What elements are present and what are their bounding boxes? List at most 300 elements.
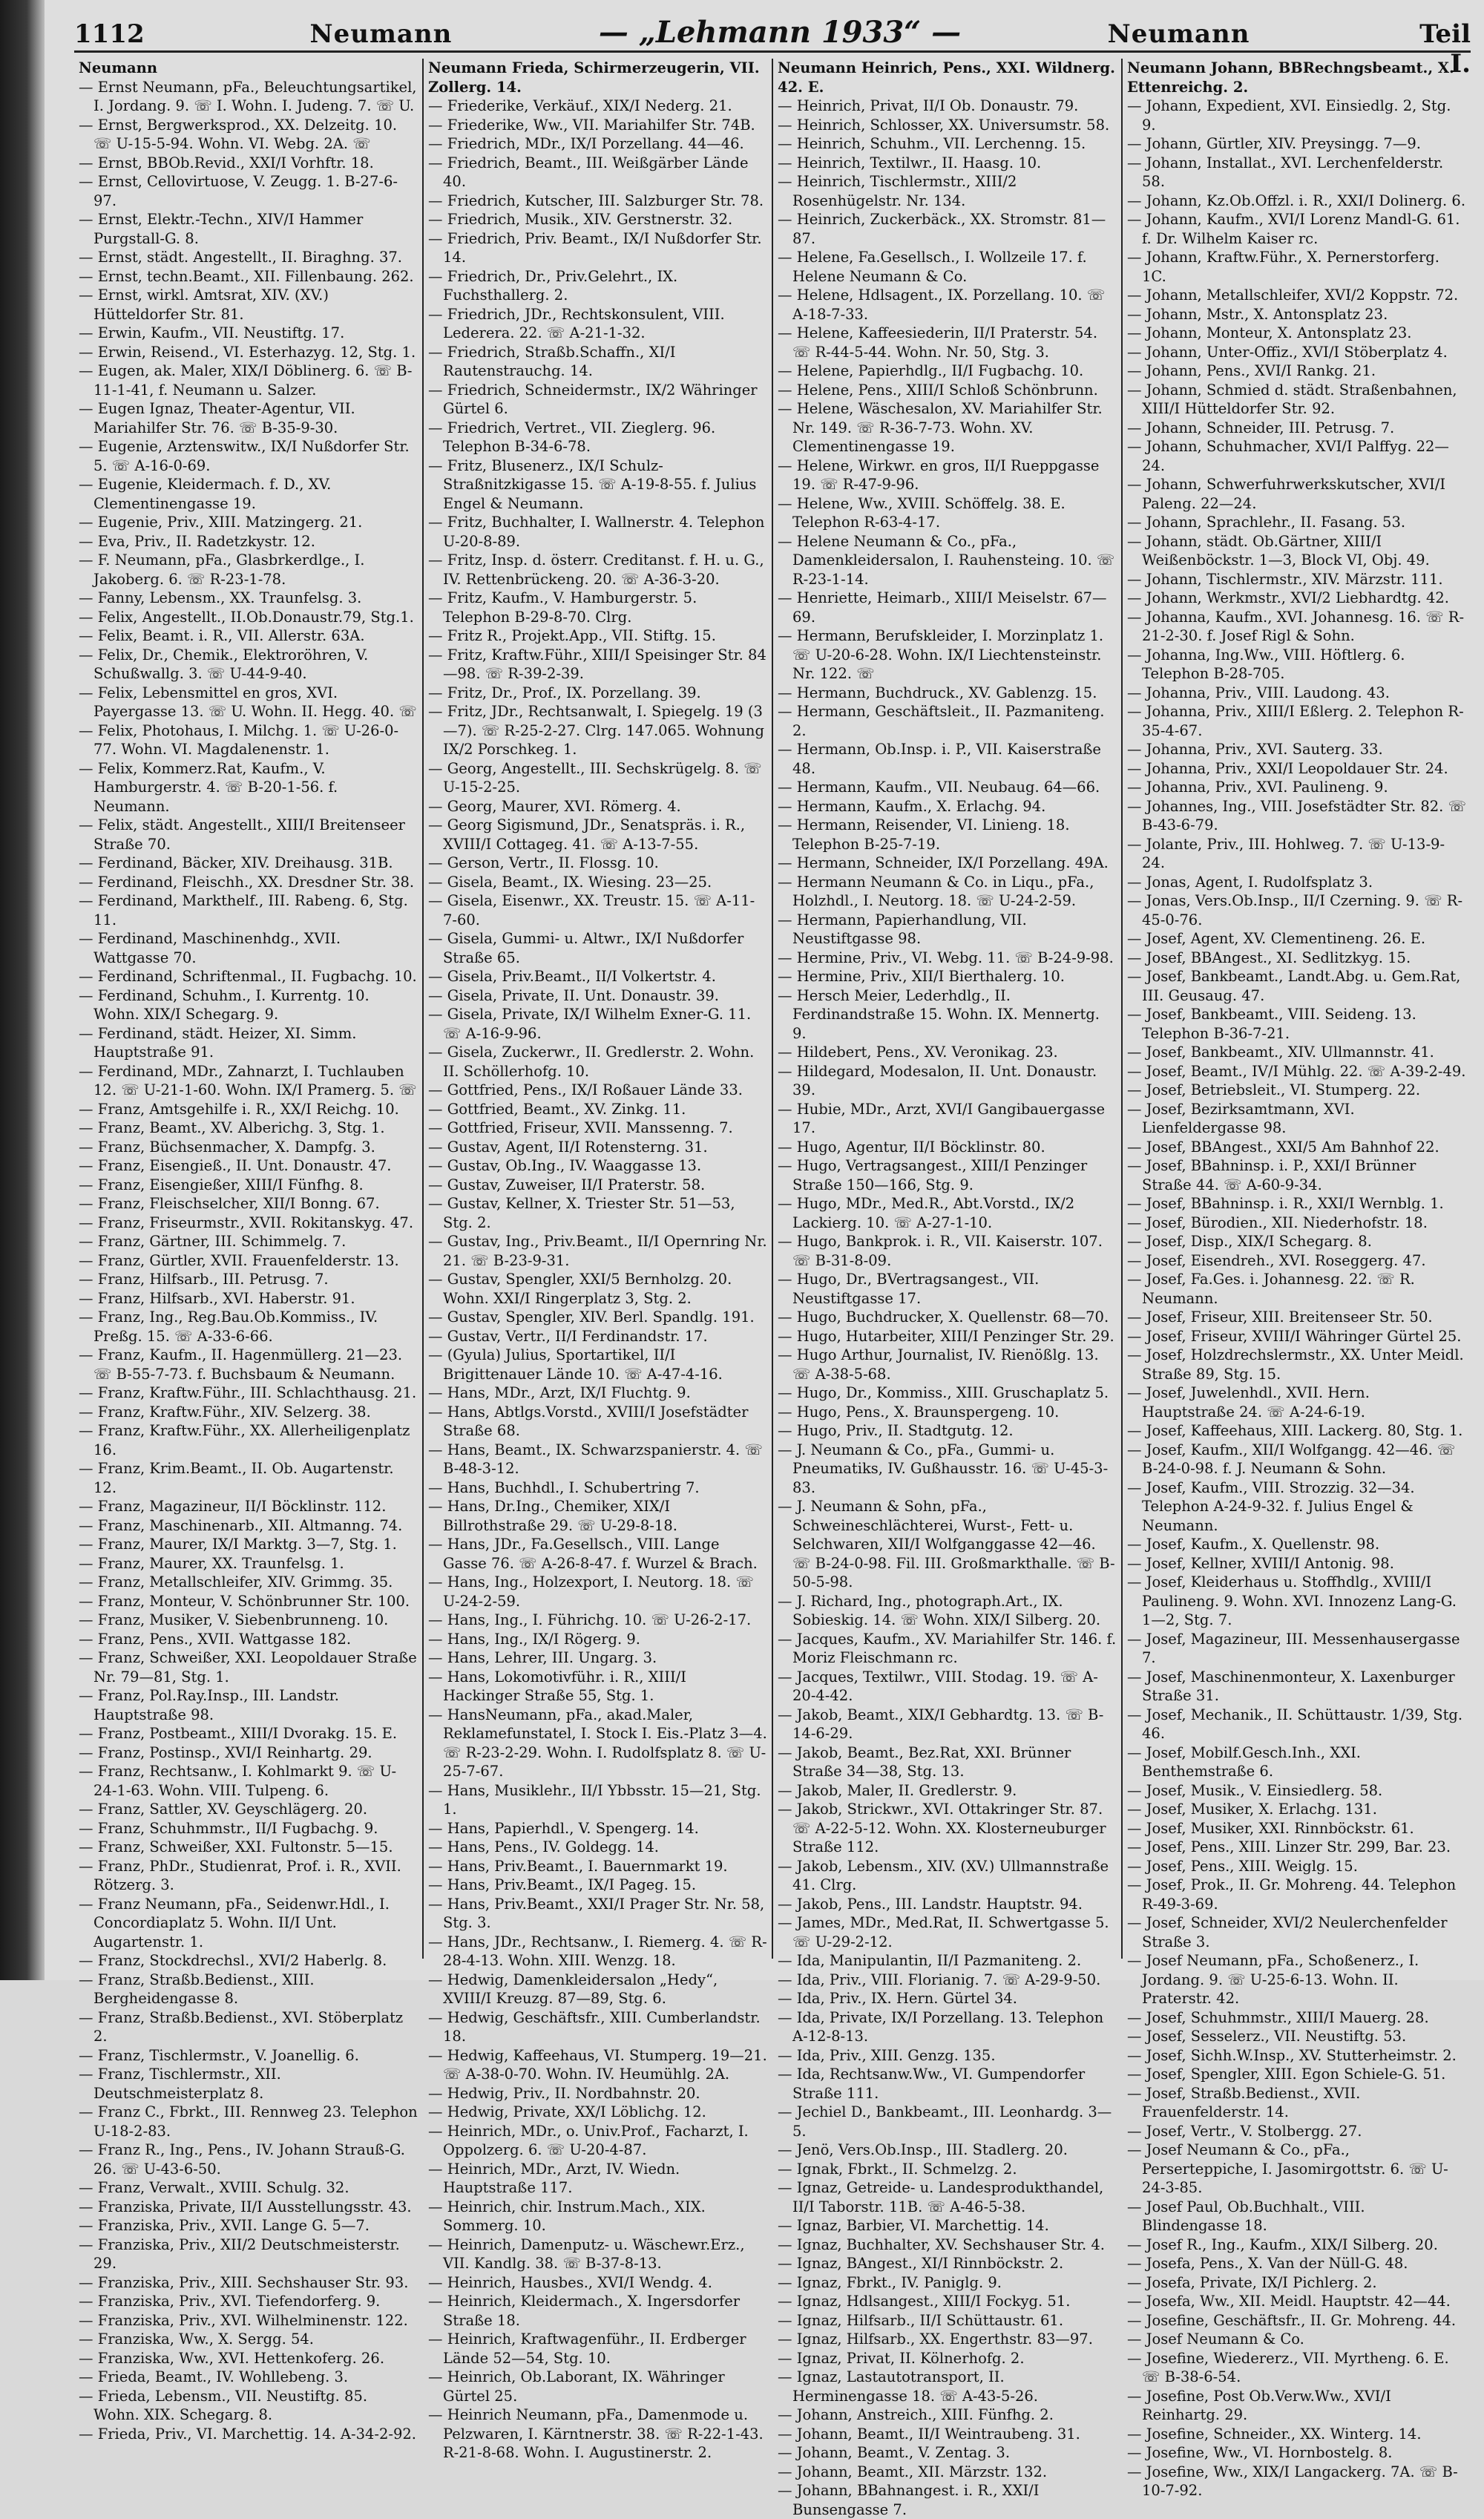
directory-entry: — Friedrich, Priv. Beamt., IX/I Nußdorfer Str. 14.: [428, 229, 762, 266]
directory-entry: — Ida, Priv., IX. Hern. Gürtel 34.: [778, 1990, 1017, 2007]
directory-entry: — Hans, Ing., Holzexport, I. Neutorg. 18. ☏ U-24-2-59.: [428, 1573, 754, 1610]
directory-entry: — Josef, Mobilf.Gesch.Inh., XXI. Benthemstraße 6.: [1127, 1743, 1361, 1780]
directory-entry: — Josef, Bürodien., XII. Niederhofstr. 18.: [1127, 1213, 1428, 1231]
directory-entry: — Josef, Maschinenmonteur, X. Laxenburger Straße 31.: [1127, 1668, 1455, 1704]
directory-entry: — Franziska, Priv., XIII. Sechshauser Str. 93.: [79, 2273, 409, 2291]
directory-entry: — Johann, Beamt., II/I Weintraubeng. 31.: [778, 2425, 1080, 2443]
directory-entry: — Josef, Kaufm., VIII. Strozzig. 32—34. Telephon A-24-9-32. f. Julius Engel & Neumann.: [1127, 1478, 1415, 1534]
directory-entry: — Franz, Schweißer, XXI. Fultonstr. 5—15.: [79, 1838, 393, 1855]
directory-entry: — Josef Neumann & Co., pFa., Perserteppiche, I. Jasomirgottstr. 6. ☏ U-24-3-85.: [1127, 2141, 1448, 2196]
directory-entry: — Jenö, Vers.Ob.Insp., III. Stadlerg. 20.: [778, 2141, 1068, 2158]
directory-entry: — Heinrich, Tischlermstr., XIII/2 Rosenhügelstr. Nr. 134.: [778, 173, 1017, 209]
directory-entry: — Helene, Ww., XVIII. Schöffelg. 38. E. Telephon R-63-4-17.: [778, 494, 1066, 531]
directory-entry: — Johann, Unter-Offiz., XVI/I Stöberplatz 4.: [1127, 343, 1448, 361]
directory-entry: — Hildebert, Pens., XV. Veronikag. 23.: [778, 1044, 1058, 1061]
directory-entry: — Johanna, Priv., XVI. Sauterg. 33.: [1127, 741, 1383, 758]
directory-entry: — Josef, Bezirksamtmann, XVI. Lienfeldergasse 98.: [1127, 1100, 1355, 1136]
directory-entry: — Helene, Papierhdlg., II/I Fugbachg. 10.: [778, 362, 1084, 379]
directory-entry: — Hans, JDr., Fa.Gesellsch., VIII. Lange Gasse 76. ☏ A-26-8-47. f. Wurzel & Brach.: [428, 1536, 758, 1572]
directory-entry: — Gustav, Kellner, X. Triester Str. 51—53, Stg. 2.: [428, 1195, 735, 1231]
directory-entry: — Johann, Beamt., XII. Märzstr. 132.: [778, 2463, 1048, 2480]
directory-entry: — Ida, Priv., VIII. Florianig. 7. ☏ A-29-9-50.: [778, 1971, 1101, 1988]
directory-entry: — Hermann, Papierhandlung, VII. Neustiftgasse 98.: [778, 911, 1027, 947]
directory-entry: — Heinrich, Damenputz- u. Wäschewr.Erz., VII. Kandlg. 38. ☏ B-37-8-13.: [428, 2235, 745, 2272]
column-3: [773, 59, 1123, 2518]
directory-entry: — Hans, Lokomotivführ. i. R., XIII/I Hackinger Straße 55, Stg. 1.: [428, 1668, 686, 1704]
directory-entry: — Franz R., Ing., Pens., IV. Johann Strauß-G. 26. ☏ U-43-6-50.: [79, 2141, 405, 2178]
directory-entry: — Johann, Metallschleifer, XVI/2 Koppstr. 72.: [1127, 286, 1459, 304]
directory-entry: — Helene Neumann & Co., pFa., Damenkleidersalon, I. Rauhensteing. 10. ☏ R-23-1-14.: [778, 532, 1115, 588]
directory-entry: — Gustav, Vertr., II/I Ferdinandstr. 17.: [428, 1327, 708, 1345]
directory-entry: — Franz, Schuhmmstr., II/I Fugbachg. 9.: [79, 1819, 378, 1837]
directory-entry: — Hedwig, Priv., II. Nordbahnstr. 20.: [428, 2084, 700, 2102]
directory-entry: — Ernst, Elektr.-Techn., XIV/I Hammer Purgstall-G. 8.: [79, 211, 364, 247]
directory-entry: — Josef Neumann, pFa., Schoßenerz., I. Jordang. 9. ☏ U-25-6-13. Wohn. II. Praterstr. 42.: [1127, 1952, 1419, 2007]
directory-entry: — Ernst, techn.Beamt., XII. Fillenbaung. 262.: [79, 267, 414, 285]
directory-entry: — Josef, Kleiderhaus u. Stoffhdlg., XVIII/I Paulineng. 9. Wohn. XVI. Innozenz Lang-G. 1—2, Stg. 7.: [1127, 1573, 1457, 1628]
directory-entry: — Josef, Magazineur, III. Messenhausergasse 7.: [1127, 1630, 1460, 1666]
directory-entry: — Ignaz, Fbrkt., IV. Paniglg. 9.: [778, 2273, 1002, 2291]
directory-entry: — Frieda, Lebensm., VII. Neustiftg. 85. Wohn. XIX. Schegarg. 8.: [79, 2387, 368, 2423]
directory-entry: — Henriette, Heimarb., XIII/I Meiselstr. 67—69.: [778, 589, 1107, 626]
directory-entry: — Ferdinand, MDr., Zahnarzt, I. Tuchlauben 12. ☏ U-21-1-60. Wohn. IX/I Pramerg. 5. ☏: [79, 1062, 417, 1098]
directory-entry: — Johann, Pens., XVI/I Rankg. 21.: [1127, 362, 1376, 379]
directory-entry: — Josef, Friseur, XVIII/I Währinger Gürtel 25.: [1127, 1327, 1462, 1345]
directory-entry: — Josefine, Post Ob.Verw.Ww., XVI/I Reinhartg. 29.: [1127, 2387, 1391, 2423]
directory-entry: — Gustav, Spengler, XXI/5 Bernholzg. 20. Wohn. XXI/I Ringerplatz 3, Stg. 2.: [428, 1271, 732, 1307]
directory-entry: — Josef, Kaufm., X. Quellenstr. 98.: [1127, 1536, 1380, 1553]
directory-entry: — Johann, Kz.Ob.Offzl. i. R., XXI/I Dolinerg. 6.: [1127, 191, 1466, 209]
directory-entry: — Josefine, Ww., VI. Hornbostelg. 8.: [1127, 2444, 1393, 2461]
directory-entry: — Franz, Kraftw.Führ., XIV. Selzerg. 38.: [79, 1403, 371, 1421]
directory-entry: — Franz, Maurer, XX. Traunfelsg. 1.: [79, 1554, 344, 1572]
directory-entry: — Gisela, Zuckerwr., II. Gredlerstr. 2. Wohn. II. Schöllerhofg. 10.: [428, 1044, 755, 1080]
directory-entry: — Helene, Hdlsagent., IX. Porzellang. 10. ☏ A-18-7-33.: [778, 286, 1106, 323]
directory-entry: — Hans, Priv.Beamt., XXI/I Prager Str. Nr. 58, Stg. 3.: [428, 1895, 765, 1931]
directory-entry: — Hermine, Priv., VI. Webg. 11. ☏ B-24-9-98.: [778, 949, 1114, 966]
directory-entry: — Ferdinand, Bäcker, XIV. Dreihausg. 31B.: [79, 854, 393, 871]
directory-entry: — Josef, Spengler, XIII. Egon Schiele-G. 51.: [1127, 2066, 1446, 2083]
directory-entry: — Ignaz, Getreide- u. Landesprodukthandel, II/I Taborstr. 11B. ☏ A-46-5-38.: [778, 2179, 1104, 2215]
directory-entry: — Jakob, Beamt., Bez.Rat, XXI. Brünner Straße 34—38, Stg. 13.: [778, 1743, 1071, 1780]
directory-entry: — Hermann, Schneider, IX/I Porzellang. 49A.: [778, 854, 1109, 871]
directory-entry: — Josefa, Pens., X. Van der Nüll-G. 48.: [1127, 2255, 1408, 2272]
directory-entry: — Josef Neumann & Co.: [1127, 2330, 1304, 2348]
directory-entry: — Ferdinand, städt. Heizer, XI. Simm. Hauptstraße 91.: [79, 1024, 357, 1061]
directory-entry: — Johann, Installat., XVI. Lerchenfelderstr. 58.: [1127, 154, 1444, 190]
directory-entry: — Gisela, Private, II. Unt. Donaustr. 39.: [428, 986, 719, 1004]
part-label: Teil I.: [1419, 19, 1471, 79]
directory-entry: — Hugo, Pens., X. Braunspergeng. 10.: [778, 1403, 1060, 1421]
directory-entry: — Hans, Papierhdl., V. Spengerg. 14.: [428, 1819, 699, 1837]
directory-entry: — Josefa, Private, IX/I Pichlerg. 2.: [1127, 2273, 1377, 2291]
directory-entry: — Gisela, Priv.Beamt., II/I Volkertstr. 4.: [428, 968, 717, 985]
directory-entry: — Franz, Fleischselcher, XII/I Bonng. 67.: [79, 1195, 380, 1212]
directory-entry: — Franz, Tischlermstr., XII. Deutschmeisterplatz 8.: [79, 2066, 281, 2102]
directory-entry: — Josef, Schneider, XVI/2 Neulerchenfelder Straße 3.: [1127, 1914, 1448, 1950]
directory-entry: — Frieda, Beamt., IV. Wohllebeng. 3.: [79, 2368, 349, 2385]
directory-entry: — Josef, Juwelenhdl., XVII. Hern. Hauptstraße 24. ☏ A-24-6-19.: [1127, 1384, 1370, 1421]
directory-entry: — Franz, Eisengießer, XIII/I Fünfhg. 8.: [79, 1176, 364, 1193]
directory-entry: — Hugo Arthur, Journalist, IV. Rienößlg. 13. ☏ A-38-5-68.: [778, 1346, 1099, 1383]
directory-entry: — Friedrich, Dr., Priv.Gelehrt., IX. Fuchsthallerg. 2.: [428, 267, 678, 304]
directory-entry: — Ferdinand, Fleischh., XX. Dresdner Str. 38.: [79, 873, 415, 891]
directory-entry: — Franz, Schweißer, XXI. Leopoldauer Straße Nr. 79—81, Stg. 1.: [79, 1649, 417, 1686]
directory-entry: — Felix, Photohaus, I. Milchg. 1. ☏ U-26-0-77. Wohn. VI. Magdalenenstr. 1.: [79, 721, 399, 758]
directory-entry: — Johann, Schwerfuhrwerkskutscher, XVI/I Paleng. 22—24.: [1127, 476, 1446, 512]
directory-entry: — Ferdinand, Schuhm., I. Kurrentg. 10. Wohn. XIX/I Schegarg. 9.: [79, 986, 370, 1023]
directory-entry: — Fritz, Buchhalter, I. Wallnerstr. 4. Telephon U-20-8-89.: [428, 514, 765, 550]
directory-entry: — Helene, Wäschesalon, XV. Mariahilfer Str. Nr. 149. ☏ R-36-7-73. Wohn. XV. Clementinengasse 19.: [778, 400, 1103, 455]
directory-entry: — Jakob, Pens., III. Landstr. Hauptstr. 94.: [778, 1895, 1083, 1913]
directory-entry: — Johann, Beamt., V. Zentag. 3.: [778, 2444, 1011, 2461]
directory-entry: — Johann, Schneider, III. Petrusg. 7.: [1127, 419, 1395, 436]
directory-entry: — Josef, Holzdrechslermstr., XX. Unter Meidl. Straße 89, Stg. 15.: [1127, 1346, 1464, 1383]
directory-entry: — Hans, Ing., IX/I Rögerg. 9.: [428, 1630, 640, 1648]
directory-entry: — Ernst, Bergwerksprod., XX. Delzeitg. 10. ☏ U-15-5-94. Wohn. VI. Webg. 2A. ☏: [79, 116, 398, 152]
directory-entry: — Hugo, Buchdrucker, X. Quellenstr. 68—70.: [778, 1308, 1109, 1326]
directory-entry: — Gustav, Ob.Ing., IV. Waaggasse 13.: [428, 1157, 702, 1174]
directory-entry: — Ida, Private, IX/I Porzellang. 13. Telephon A-12-8-13.: [778, 2008, 1104, 2045]
directory-entry: — Fanny, Lebensm., XX. Traunfelsg. 3.: [79, 589, 362, 606]
directory-entry: — Johanna, Ing.Ww., VIII. Höftlerg. 6. Telephon B-28-705.: [1127, 646, 1405, 682]
directory-entry: — Friedrich, Beamt., III. Weißgärber Lände 40.: [428, 154, 749, 190]
header-left-name: Neumann: [309, 19, 453, 49]
column-head: Neumann: [79, 59, 158, 76]
directory-entry: — Hugo, Agentur, II/I Böcklinstr. 80.: [778, 1138, 1045, 1156]
directory-entry: — Franz, Rechtsanw., I. Kohlmarkt 9. ☏ U-24-1-63. Wohn. VIII. Tulpeng. 6.: [79, 1763, 397, 1799]
directory-entry: — Ignaz, Hilfsarb., XX. Engerthstr. 83—97.: [778, 2330, 1093, 2348]
directory-entry: — Helene, Wirkwr. en gros, II/I Rueppgasse 19. ☏ R-47-9-96.: [778, 456, 1100, 493]
directory-entry: — Johann, Gürtler, XIV. Preysingg. 7—9.: [1127, 135, 1421, 152]
directory-entry: — Josef, Bankbeamt., VIII. Seideng. 13. Telephon B-36-7-21.: [1127, 1006, 1416, 1042]
directory-entry: — Fritz, JDr., Rechtsanwalt, I. Spiegelg. 19 (3—7). ☏ R-25-2-27. Clrg. 147.065. Wohnung IX/2 Porschkeg. 1.: [428, 703, 764, 758]
directory-entry: — Eugenie, Priv., XIII. Matzingerg. 21.: [79, 514, 363, 531]
directory-entry: — Josef, Prok., II. Gr. Mohreng. 44. Telephon R-49-3-69.: [1127, 1876, 1457, 1913]
directory-entry: — Ida, Manipulantin, II/I Pazmaniteng. 2.: [778, 1952, 1082, 1969]
directory-entry: — Hermann, Kaufm., VII. Neubaug. 64—66.: [778, 779, 1100, 796]
directory-entry: — Ernst, städt. Angestellt., II. Biraghng. 37.: [79, 249, 402, 266]
directory-entry: — Fritz, Blusenerz., IX/I Schulz-Straßnitzkigasse 15. ☏ A-19-8-55. f. Julius Engel & Neumann.: [428, 456, 757, 512]
directory-entry: — Hugo, Bankprok. i. R., VII. Kaiserstr. 107. ☏ B-31-8-09.: [778, 1233, 1103, 1269]
directory-entry: — Felix, städt. Angestellt., XIII/I Breitenseer Straße 70.: [79, 816, 405, 853]
directory-entry: — Friedrich, Kutscher, III. Salzburger Str. 78.: [428, 191, 764, 209]
directory-entry: — Ignaz, Hdlsangest., XIII/I Fockyg. 51.: [778, 2293, 1071, 2310]
directory-entry: — Josef, Musiker, XXI. Rinnböckstr. 61.: [1127, 1819, 1414, 1837]
directory-entry: — Josef, Straßb.Bedienst., XVII. Frauenfelderstr. 14.: [1127, 2084, 1361, 2120]
directory-entry: — Franz, Monteur, V. Schönbrunner Str. 100.: [79, 1592, 410, 1610]
directory-entry: — Hans, Abtlgs.Vorstd., XVIII/I Josefstädter Straße 68.: [428, 1403, 749, 1439]
directory-entry: — Fritz, Insp. d. österr. Creditanst. f. H. u. G., IV. Rettenbrückeng. 20. ☏ A-36-3-20.: [428, 551, 764, 588]
directory-entry: — Eugen, ak. Maler, XIX/I Döblinerg. 6. ☏ B-11-1-41, f. Neumann u. Salzer.: [79, 362, 413, 399]
directory-entry: — Gustav, Spengler, XIV. Berl. Spandlg. 191.: [428, 1308, 755, 1326]
directory-entry: — Heinrich, Privat, II/I Ob. Donaustr. 79.: [778, 97, 1079, 114]
directory-entry: — Heinrich, Ob.Laborant, IX. Währinger Gürtel 25.: [428, 2368, 725, 2405]
directory-entry: — Heinrich, Kraftwagenführ., II. Erdberger Lände 52—54, Stg. 10.: [428, 2330, 746, 2367]
directory-entry: — Franz, Postinsp., XVI/I Reinhartg. 29.: [79, 1743, 372, 1761]
directory-entry: — (Gyula) Julius, Sportartikel, II/I Brigittenauer Lände 10. ☏ A-47-4-16.: [428, 1346, 723, 1383]
directory-entry: — Josefine, Geschäftsfr., II. Gr. Mohreng. 44.: [1127, 2311, 1457, 2329]
directory-entry: — Hugo, Priv., II. Stadtgutg. 12.: [778, 1422, 1014, 1439]
directory-entry: — Josef, Kellner, XVIII/I Antonig. 98.: [1127, 1554, 1394, 1572]
directory-entry: — Ignaz, Privat, II. Kölnerhofg. 2.: [778, 2349, 1025, 2367]
directory-entry: — Hans, Beamt., IX. Schwarzspanierstr. 4. ☏ B-48-3-12.: [428, 1441, 763, 1477]
directory-entry: — Jakob, Maler, II. Gredlerstr. 9.: [778, 1781, 1017, 1799]
directory-entry: — Hugo, MDr., Med.R., Abt.Vorstd., IX/2 Lackierg. 10. ☏ A-27-1-10.: [778, 1195, 1075, 1231]
directory-entry: — Josefine, Schneider., XX. Winterg. 14.: [1127, 2425, 1422, 2443]
directory-entry: — Felix, Kommerz.Rat, Kaufm., V. Hamburgerstr. 4. ☏ B-20-1-56. f. Neumann.: [79, 759, 338, 815]
directory-entry: — James, MDr., Med.Rat, II. Schwertgasse 5. ☏ U-29-2-12.: [778, 1914, 1109, 1950]
directory-entry: — Johann, BBahnangest. i. R., XXI/I Bunsengasse 7.: [778, 2482, 1040, 2518]
directory-entry: — Franz, Amtsgehilfe i. R., XX/I Reichg. 10.: [79, 1100, 399, 1118]
directory-entry: — Johann, Sprachlehr., II. Fasang. 53.: [1127, 514, 1406, 531]
directory-entry: — Hugo, Dr., Kommiss., XIII. Gruschaplatz 5.: [778, 1384, 1109, 1401]
directory-entry: — Heinrich Neumann, pFa., Damenmode u. Pelzwaren, I. Kärntnerstr. 38. ☏ R-22-1-43. R-21-8-68. Wohn. I. Augustinerstr. 2.: [428, 2406, 764, 2461]
directory-entry: — Felix, Lebensmittel en gros, XVI. Payergasse 13. ☏ U. Wohn. II. Hegg. 40. ☏: [79, 684, 417, 720]
directory-entry: — Heinrich, Textilwr., II. Haasg. 10.: [778, 154, 1042, 171]
directory-entry: — Eugen Ignaz, Theater-Agentur, VII. Mariahilfer Str. 76. ☏ B-35-9-30.: [79, 400, 355, 436]
directory-entry: — Franziska, Priv., XVI. Wilhelminenstr. 122.: [79, 2311, 408, 2329]
directory-entry: — Heinrich, Schlosser, XX. Universumstr. 58.: [778, 116, 1110, 134]
directory-entry: — Franz, Straßb.Bedienst., XIII. Bergheidengasse 8.: [79, 1971, 315, 2007]
directory-entry: — Johann, Mstr., X. Antonsplatz 23.: [1127, 305, 1388, 323]
directory-entry: — Franz, Kraftw.Führ., XX. Allerheiligenplatz 16.: [79, 1422, 410, 1458]
directory-entry: — Franz, Maurer, IX/I Marktg. 3—7, Stg. 1.: [79, 1536, 397, 1553]
directory-entry: — Ignaz, Buchhalter, XV. Sechshauser Str. 4.: [778, 2235, 1106, 2253]
directory-entry: — Josef, Schuhmmstr., XIII/I Mauerg. 28.: [1127, 2008, 1429, 2026]
directory-entry: — Franz, Stockdrechsl., XVI/2 Haberlg. 8.: [79, 1952, 387, 1969]
directory-entry: — Georg, Maurer, XVI. Römerg. 4.: [428, 797, 681, 815]
directory-entry: — Fritz, Kraftw.Führ., XIII/I Speisinger Str. 84—98. ☏ R-39-2-39.: [428, 646, 766, 682]
directory-entry: — Johann, Tischlermstr., XIV. Märzstr. 111.: [1127, 570, 1443, 588]
directory-entry: — Josef, Vertr., V. Stolbergg. 27.: [1127, 2122, 1362, 2140]
directory-entry: — Josefine, Ww., XIX/I Langackerg. 7A. ☏ B-10-7-92.: [1127, 2463, 1458, 2499]
directory-entry: — Josef, Disp., XIX/I Schegarg. 8.: [1127, 1233, 1372, 1250]
directory-entry: — Georg, Angestellt., III. Sechskrügelg. 8. ☏ U-15-2-25.: [428, 759, 762, 796]
directory-entry: — Fritz, Dr., Prof., IX. Porzellang. 39.: [428, 684, 701, 701]
directory-entry: — Friederike, Verkäuf., XIX/I Nederg. 21.: [428, 97, 732, 114]
directory-entry: — Josef Paul, Ob.Buchhalt., VIII. Blindengasse 18.: [1127, 2198, 1365, 2234]
directory-entry: — Helene, Kaffeesiederin, II/I Praterstr. 54. ☏ R-44-5-44. Wohn. Nr. 50, Stg. 3.: [778, 324, 1098, 361]
directory-entry: — Felix, Dr., Chemik., Elektroröhren, V. Schußwallg. 3. ☏ U-44-9-40.: [79, 646, 369, 682]
directory-entry: — Josef, Bankbeamt., Landt.Abg. u. Gem.Rat, III. Geusaug. 47.: [1127, 968, 1461, 1004]
directory-entry: — Friedrich, JDr., Rechtskonsulent, VIII. Lederera. 22. ☏ A-21-1-32.: [428, 305, 725, 341]
page-number: 1112: [74, 19, 145, 49]
directory-entry: — Hugo, Dr., BVertragsangest., VII. Neustiftgasse 17.: [778, 1271, 1040, 1307]
directory-entry: — Helene, Fa.Gesellsch., I. Wollzeile 17. f. Helene Neumann & Co.: [778, 249, 1087, 285]
directory-entry: — Josef, Musiker, X. Erlachg. 131.: [1127, 1801, 1377, 1818]
directory-entry: — Hermine, Priv., XII/I Bierthalerg. 10.: [778, 968, 1065, 985]
directory-entry: — Eugenie, Kleidermach. f. D., XV. Clementinengasse 19.: [79, 476, 332, 512]
directory-entry: — HansNeumann, pFa., akad.Maler, Reklamefunstatel, I. Stock I. Eis.-Platz 3—4. ☏ R-23-2-29. Wohn. I. Rudolfsplatz 8. ☏ U-25-7-67.: [428, 1706, 767, 1780]
directory-entry: — Gustav, Agent, II/I Rotensterng. 31.: [428, 1138, 708, 1156]
directory-entry: — Jakob, Beamt., XIX/I Gebhardtg. 13. ☏ B-14-6-29.: [778, 1706, 1104, 1742]
directory-entry: — Franz, Pens., XVII. Wattgasse 182.: [79, 1630, 352, 1648]
directory-entry: — Gottfried, Beamt., XV. Zinkg. 11.: [428, 1100, 686, 1118]
directory-entry: — Gisela, Gummi- u. Altwr., IX/I Nußdorfer Straße 65.: [428, 930, 744, 966]
directory-entry: — Ignaz, Lastautotransport, II. Herminengasse 18. ☏ A-43-5-26.: [778, 2368, 1038, 2405]
directory-entry: — Friedrich, Straßb.Schaffn., XI/I Rautenstrauchg. 14.: [428, 343, 676, 379]
directory-entry: — Franz, Ing., Reg.Bau.Ob.Kommiss., IV. Preßg. 15. ☏ A-33-6-66.: [79, 1308, 378, 1345]
directory-entry: — Franziska, Private, II/I Ausstellungsstr. 43.: [79, 2198, 412, 2215]
directory-entry: — Johann, Schmied d. städt. Straßenbahnen, XIII/I Hütteldorfer Str. 92.: [1127, 381, 1457, 417]
directory-entry: — Franz, Metallschleifer, XIV. Grimmg. 35.: [79, 1573, 393, 1591]
directory-entry: — Jakob, Strickwr., XVI. Ottakringer Str. 87. ☏ A-22-5-12. Wohn. XX. Klosterneuburger Straße 112.: [778, 1801, 1106, 1855]
directory-entry: — Franziska, Priv., XVI. Tiefendorferg. 9.: [79, 2293, 381, 2310]
directory-entry: — Gerson, Vertr., II. Flossg. 10.: [428, 854, 659, 871]
directory-entry: — Franz, Beamt., XV. Alberichg. 3, Stg. 1.: [79, 1119, 385, 1136]
directory-entry: — F. Neumann, pFa., Glasbrkerdlge., I. Jakoberg. 6. ☏ R-23-1-78.: [79, 551, 365, 588]
directory-entry: — Josef, Kaufm., XII/I Wolfgangg. 42—46. ☏ B-24-0-98. f. J. Neumann & Sohn.: [1127, 1441, 1456, 1477]
directory-entry: — Franz, Maschinenarb., XII. Altmanng. 74.: [79, 1516, 403, 1534]
directory-entry: — Hermann, Buchdruck., XV. Gablenzg. 15.: [778, 684, 1097, 701]
header-right-name: Neumann: [1107, 19, 1250, 49]
directory-entry: — Josef, BBAngest., XXI/5 Am Bahnhof 22.: [1127, 1138, 1439, 1156]
directory-entry: — Ignaz, Barbier, VI. Marchettig. 14.: [778, 2217, 1049, 2234]
directory-entry: — Hans, Dr.Ing., Chemiker, XIX/I Billrothstraße 29. ☏ U-29-8-18.: [428, 1498, 677, 1534]
directory-entry: — Franziska, Priv., XII/2 Deutschmeisterstr. 29.: [79, 2235, 400, 2272]
directory-entry: — Johanna, Priv., VIII. Laudong. 43.: [1127, 684, 1390, 701]
directory-entry: — Hedwig, Kaffeehaus, VI. Stumperg. 19—21. ☏ A-38-0-70. Wohn. IV. Heumühlg. 2A.: [428, 2046, 767, 2083]
directory-entry: — Josef, Pens., XIII. Linzer Str. 299, Bar. 23.: [1127, 1838, 1451, 1855]
directory-entry: — Josef, BBahninsp. i. P., XXI/I Brünner Straße 44. ☏ A-60-9-34.: [1127, 1157, 1416, 1193]
directory-entry: — Josef, Kaffeehaus, XIII. Lackerg. 80, Stg. 1.: [1127, 1422, 1463, 1439]
directory-entry: — Ida, Rechtsanw.Ww., VI. Gumpendorfer Straße 111.: [778, 2066, 1086, 2102]
directory-entry: — Hugo, Vertragsangest., XIII/I Penzinger Straße 150—166, Stg. 9.: [778, 1157, 1088, 1193]
directory-entry: — Gisela, Beamt., IX. Wiesing. 23—25.: [428, 873, 712, 891]
directory-entry: — Johann, Anstreich., XIII. Fünfhg. 2.: [778, 2406, 1054, 2423]
directory-entry: — Friedrich, MDr., IX/I Porzellang. 44—46.: [428, 135, 744, 152]
directory-entry: — Hubie, MDr., Arzt, XVI/I Gangibauergasse 17.: [778, 1100, 1106, 1136]
directory-entry: — Franz C., Fbrkt., III. Rennweg 23. Telephon U-18-2-83.: [79, 2103, 418, 2140]
directory-entry: — Josef, BBAngest., XI. Sedlitzkyg. 15.: [1127, 949, 1411, 966]
directory-entry: — Felix, Beamt. i. R., VII. Allerstr. 63A.: [79, 627, 365, 644]
column-head: Neumann Heinrich, Pens., XXI. Wildnerg. 42. E.: [778, 59, 1115, 96]
directory-entry: — Franz, Magazineur, II/I Böcklinstr. 112.: [79, 1498, 387, 1515]
directory-entry: — Josef, Eisendreh., XVI. Roseggerg. 47.: [1127, 1251, 1426, 1269]
directory-entry: — Hans, JDr., Rechtsanw., I. Riemerg. 4. ☏ R-28-4-13. Wohn. XIII. Wenzg. 18.: [428, 1933, 767, 1969]
directory-entry: — Georg Sigismund, JDr., Senatspräs. i. R., XVIII/I Cottageg. 41. ☏ A-13-7-55.: [428, 816, 746, 853]
directory-entry: — J. Neumann & Co., pFa., Gummi- u. Pneumatiks, IV. Gußhausstr. 16. ☏ U-45-3-83.: [778, 1441, 1109, 1496]
directory-entry: — Josef, Betriebsleit., VI. Stumperg. 22.: [1127, 1081, 1421, 1098]
directory-entry: — Franz, Tischlermstr., V. Joanellig. 6.: [79, 2046, 359, 2064]
directory-entry: — Franz, Verwalt., XVIII. Schulg. 32.: [79, 2179, 349, 2196]
directory-entry: — Ignak, Fbrkt., II. Schmelzg. 2.: [778, 2160, 1017, 2178]
directory-entry: — Franz, Gärtner, III. Schimmelg. 7.: [79, 1233, 347, 1250]
directory-entry: — Jechiel D., Bankbeamt., III. Leonhardg. 3—5.: [778, 2103, 1112, 2140]
directory-entry: — Heinrich, MDr., Arzt, IV. Wiedn. Hauptstraße 117.: [428, 2160, 680, 2196]
directory-entry: — Josefa, Ww., XII. Meidl. Hauptstr. 42—44.: [1127, 2293, 1451, 2310]
directory-entry: — Eva, Priv., II. Radetzkystr. 12.: [79, 532, 315, 550]
directory-entry: — Hedwig, Geschäftsfr., XIII. Cumberlandstr. 18.: [428, 2008, 761, 2045]
directory-entry: — Johann, Kaufm., XVI/I Lorenz Mandl-G. 61. f. Dr. Wilhelm Kaiser rc.: [1127, 211, 1460, 247]
directory-entry: — Hans, Pens., IV. Goldegg. 14.: [428, 1838, 659, 1855]
directory-entry: — Hans, Lehrer, III. Ungarg. 3.: [428, 1649, 657, 1666]
directory-entry: — Josef, Beamt., IV/I Mühlg. 22. ☏ A-39-2-49.: [1127, 1062, 1466, 1080]
directory-entry: — J. Neumann & Sohn, pFa., Schweineschlächterei, Wurst-, Fett- u. Selchwaren, XII/I Wolfganggasse 42—46. ☏ B-24-0-98. Fil. III. Großmarkthalle. ☏ B-50-5-98.: [778, 1498, 1115, 1591]
directory-entry: — Helene, Pens., XIII/I Schloß Schönbrunn.: [778, 381, 1098, 399]
directory-entry: — Eugenie, Arztenswitw., IX/I Nußdorfer Str. 5. ☏ A-16-0-69.: [79, 438, 410, 474]
directory-entry: — Johann, Monteur, X. Antonsplatz 23.: [1127, 324, 1412, 341]
directory-entry: — Ida, Priv., XIII. Genzg. 135.: [778, 2046, 996, 2064]
directory-entry: — Ernst, wirkl. Amtsrat, XIV. (XV.) Hütteldorfer Str. 81.: [79, 286, 329, 323]
directory-entry: — Ignaz, BAngest., XI/I Rinnböckstr. 2.: [778, 2255, 1064, 2272]
column-2: [424, 59, 773, 2461]
directory-entry: — Ignaz, Hilfsarb., II/I Schüttaustr. 61.: [778, 2311, 1064, 2329]
directory-entry: — Gottfried, Pens., IX/I Roßauer Lände 33.: [428, 1081, 743, 1098]
directory-entry: — Hermann, Kaufm., X. Erlachg. 94.: [778, 797, 1046, 815]
directory-entry: — Jacques, Kaufm., XV. Mariahilfer Str. 146. f. Moriz Fleischmann rc.: [778, 1630, 1117, 1666]
directory-entry: — Josef, Musik., V. Einsiedlerg. 58.: [1127, 1781, 1383, 1799]
directory-entry: — Franz, Eisengieß., II. Unt. Donaustr. 47.: [79, 1157, 392, 1174]
directory-entry: — Josef, Pens., XIII. Weiglg. 15.: [1127, 1857, 1358, 1875]
directory-entry: — Johann, Kraftw.Führ., X. Pernerstorferg. 1C.: [1127, 249, 1439, 285]
directory-entry: — Heinrich, MDr., o. Univ.Prof., Facharzt, I. Oppolzerg. 6. ☏ U-20-4-87.: [428, 2122, 749, 2158]
directory-entry: — Gottfried, Friseur, XVII. Manssenng. 7.: [428, 1119, 733, 1136]
directory-entry: — Jacques, Textilwr., VIII. Stodag. 19. ☏ A-20-4-42.: [778, 1668, 1098, 1704]
directory-entry: — Fritz R., Projekt.App., VII. Stiftg. 15.: [428, 627, 716, 644]
directory-entry: — Hermann, Berufskleider, I. Morzinplatz 1. ☏ U-20-6-28. Wohn. IX/I Liechtensteinstr. Nr. 122. ☏: [778, 627, 1104, 682]
directory-entry: — Josef, Mechanik., II. Schüttaustr. 1/39, Stg. 46.: [1127, 1706, 1463, 1742]
directory-entry: — Franz, Krim.Beamt., II. Ob. Augartenstr. 12.: [79, 1460, 394, 1496]
directory-entry: — Ernst Neumann, pFa., Beleuchtungsartikel, I. Jordang. 9. ☏ I. Wohn. I. Judeng. 7. ☏ U.: [79, 78, 417, 114]
directory-entry: — Hans, Ing., I. Führichg. 10. ☏ U-26-2-17.: [428, 1611, 752, 1628]
directory-entry: — Johannes, Ing., VIII. Josefstädter Str. 82. ☏ B-43-6-79.: [1127, 797, 1466, 833]
directory-entry: — Franz, Postbeamt., XIII/I Dvorakg. 15. E.: [79, 1725, 398, 1742]
directory-entry: — Franz, Friseurmstr., XVII. Rokitanskyg. 47.: [79, 1213, 414, 1231]
directory-entry: — Josef, Fa.Ges. i. Johannesg. 22. ☏ R. Neumann.: [1127, 1271, 1415, 1307]
directory-entry: — Gustav, Ing., Priv.Beamt., II/I Opernring Nr. 21. ☏ B-23-9-31.: [428, 1233, 767, 1269]
column-head: Neumann Frieda, Schirmerzeugerin, VII. Zollerg. 14.: [428, 59, 760, 96]
directory-entry: — Felix, Angestellt., II.Ob.Donaustr.79, Stg.1.: [79, 608, 414, 626]
directory-entry: — Franziska, Ww., X. Sergg. 54.: [79, 2330, 314, 2348]
directory-entry: — Johann, Werkmstr., XVI/2 Liebhardtg. 42.: [1127, 589, 1449, 606]
directory-entry: — Franziska, Priv., XVII. Lange G. 5—7.: [79, 2217, 370, 2234]
directory-entry: — Josef, Sesselerz., VII. Neustiftg. 53.: [1127, 2028, 1407, 2045]
directory-entry: — Frieda, Priv., VI. Marchettig. 14. A-34-2-92.: [79, 2425, 417, 2443]
directory-entry: — Ferdinand, Markthelf., III. Rabeng. 6, Stg. 11.: [79, 892, 408, 928]
directory-entry: — Erwin, Kaufm., VII. Neustiftg. 17.: [79, 324, 345, 341]
directory-entry: — Franz Neumann, pFa., Seidenwr.Hdl., I. Concordiaplatz 5. Wohn. II/I Unt. Augartenstr. 1.: [79, 1895, 390, 1950]
directory-entry: — Hans, Musiklehr., II/I Ybbsstr. 15—21, Stg. 1.: [428, 1781, 761, 1818]
directory-entry: — Johann, Schuhmacher, XVI/I Palffyg. 22—24.: [1127, 438, 1449, 474]
directory-entry: — Gustav, Zuweiser, II/I Praterstr. 58.: [428, 1176, 706, 1193]
directory-entry: — Hermann Neumann & Co. in Liqu., pFa., Holzhdl., I. Neutorg. 18. ☏ U-24-2-59.: [778, 873, 1094, 909]
directory-entry: — Ernst, Cellovirtuose, V. Zeugg. 1. B-27-6-97.: [79, 173, 398, 209]
directory-entry: — Friederike, Ww., VII. Mariahilfer Str. 74B.: [428, 116, 755, 134]
directory-entry: — Johanna, Kaufm., XVI. Johannesg. 16. ☏ R-21-2-30. f. Josef Rigl & Sohn.: [1127, 608, 1465, 644]
directory-entry: — Jonas, Agent, I. Rudolfsplatz 3.: [1127, 873, 1373, 891]
directory-columns: [74, 59, 1471, 2518]
directory-entry: — Josef, Friseur, XIII. Breitenseer Str. 50.: [1127, 1308, 1433, 1326]
directory-entry: — Gisela, Eisenwr., XX. Treustr. 15. ☏ A-11-7-60.: [428, 892, 755, 928]
directory-entry: — Jonas, Vers.Ob.Insp., II/I Czerning. 9. ☏ R-45-0-76.: [1127, 892, 1463, 928]
directory-entry: — Johann, städt. Ob.Gärtner, XIII/I Weißenböckstr. 1—3, Block VI, Obj. 49.: [1127, 532, 1430, 569]
directory-entry: — Hermann, Ob.Insp. i. P., VII. Kaiserstraße 48.: [778, 741, 1101, 777]
directory-entry: — Hans, Buchhdl., I. Schubertring 7.: [428, 1478, 700, 1496]
directory-entry: — Josef, Sichh.W.Insp., XV. Stutterheimstr. 2.: [1127, 2046, 1457, 2064]
directory-entry: — Franz, Hilfsarb., III. Petrusg. 7.: [79, 1271, 329, 1288]
directory-entry: — Franz, Straßb.Bedienst., XVI. Stöberplatz 2.: [79, 2008, 404, 2045]
directory-entry: — Hildegard, Modesalon, II. Unt. Donaustr. 39.: [778, 1062, 1097, 1098]
directory-entry: — Heinrich, Kleidermach., X. Ingersdorfer Straße 18.: [428, 2293, 741, 2329]
directory-entry: — Friedrich, Musik., XIV. Gerstnerstr. 32.: [428, 211, 733, 228]
directory-entry: — Hersch Meier, Lederhdlg., II. Ferdinandstraße 15. Wohn. IX. Mennertg. 9.: [778, 986, 1100, 1042]
directory-entry: — Franz, Büchsenmacher, X. Dampfg. 3.: [79, 1138, 375, 1156]
directory-entry: — Johann, Expedient, XVI. Einsiedlg. 2, Stg. 9.: [1127, 97, 1451, 134]
directory-entry: — Franz, PhDr., Studienrat, Prof. i. R., XVII. Rötzerg. 3.: [79, 1857, 401, 1893]
directory-entry: — Franz, Hilfsarb., XVI. Haberstr. 91.: [79, 1289, 355, 1307]
